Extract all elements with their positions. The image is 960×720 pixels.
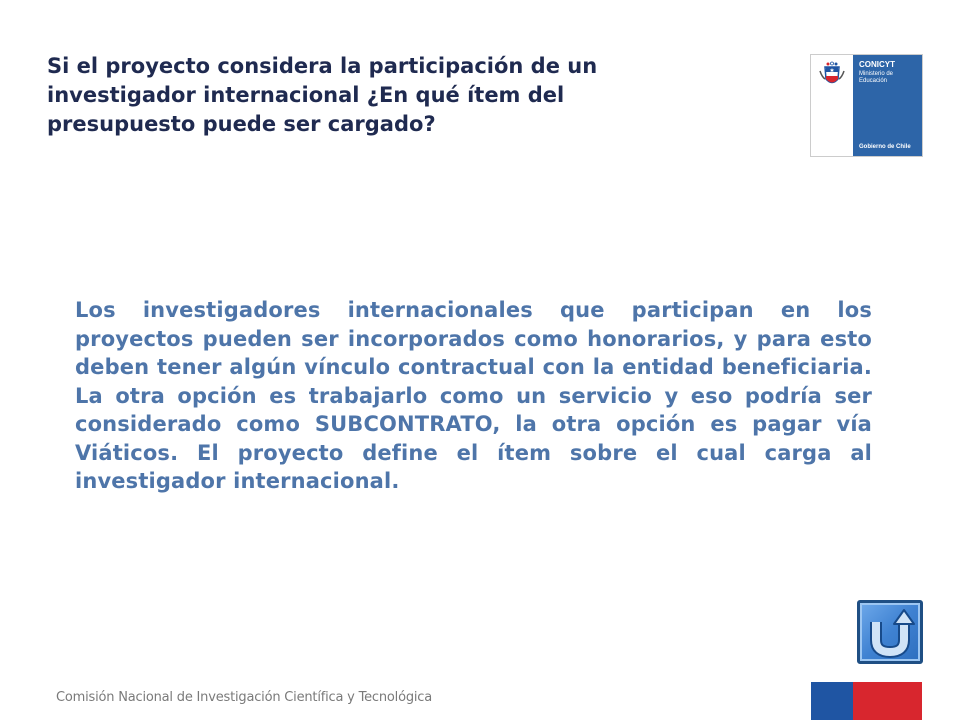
chile-flag-band xyxy=(811,682,922,720)
flag-blue-block xyxy=(811,682,853,720)
question-heading: Si el proyecto considera la participación de un investigador internacional ¿En qué ítem del presupuesto puede ser cargado? xyxy=(47,54,598,136)
return-button[interactable] xyxy=(857,600,923,664)
chile-coat-of-arms-icon xyxy=(811,55,853,156)
footer-organization: Comisión Nacional de Investigación Científica y Tecnológica xyxy=(56,690,433,705)
logo-brand-name: CONICYT xyxy=(859,60,895,69)
conicyt-logo xyxy=(811,55,922,156)
logo-blue-panel xyxy=(853,55,922,156)
logo-government: Gobierno de Chile xyxy=(859,144,911,150)
answer-paragraph: Los investigadores internacionales que participan en los proyectos pueden ser incorporados como honorarios, y para esto deben tener algún vínculo contractual con la entidad beneficiaria. La otra opción es trabajarlo como un servicio y eso podría ser considerado como SUBCONTRATO, la otra opción es pagar vía Viáticos. El proyecto define el ítem sobre el cual carga al investigador internacional. xyxy=(75,298,872,493)
logo-ministry: Ministerio de Educación xyxy=(859,71,894,84)
u-turn-arrow-icon xyxy=(863,606,917,658)
flag-red-block xyxy=(853,682,922,720)
